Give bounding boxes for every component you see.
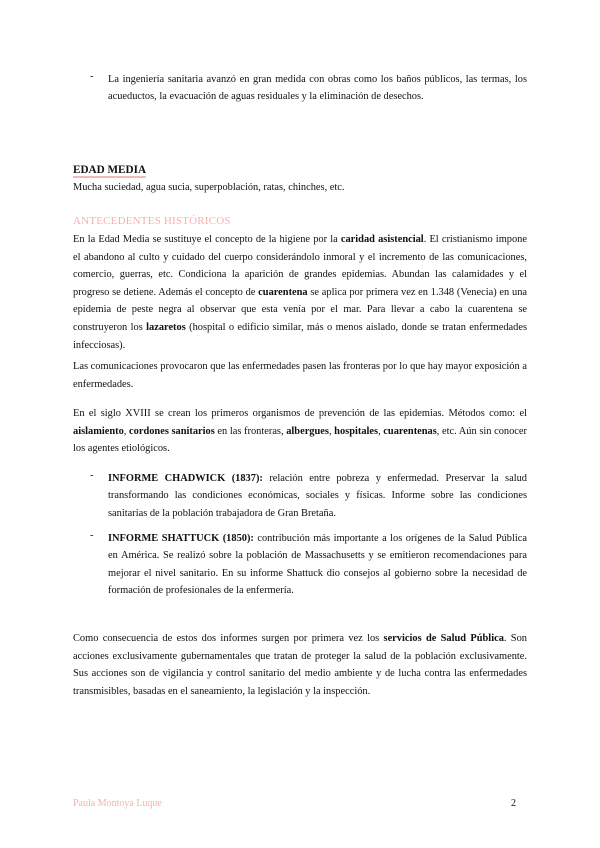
bold-term: albergues [286,425,329,437]
page-number: 2 [511,798,516,809]
text-run: Como consecuencia de estos dos informes surgen por primera vez los [73,633,384,644]
bold-term: cuarentena [258,286,308,298]
paragraph-comunicaciones: Las comunicaciones provocaron que las enfermedades pasen las fronteras por lo que hay mayor exposición a enfermedades. [73,361,527,390]
bullet-item-sanitary-engineering [90,71,527,106]
bold-term: caridad asistencial [340,234,424,245]
bullet-dash: - [90,470,94,481]
bold-term: servicios de Salud Pública [383,633,504,644]
section-subtitle: Mucha suciedad, agua sucia, superpoblación, ratas, chinches, etc. [73,182,345,193]
bold-term: INFORME CHADWICK (1837): [108,473,263,484]
bullet-item-chadwick [90,470,527,522]
bullet-dash: - [90,71,94,82]
bullet-item-shattuck [90,530,527,600]
text-run: se aplica por primera vez en 1.348 (Venecia) en una epidemia de peste negra al observar que esta venía por el mar. Para llevar a cabo la cuarentena se construyeron los [73,286,527,333]
antecedentes-heading: ANTECEDENTES HISTÓRICOS [73,215,231,227]
text-run: En el siglo XVIII se crean los primeros organismos de prevención de las epidemias. Métodos como: el [73,408,527,419]
bullet-text [108,470,527,522]
text-run: , etc. Aún sin conocer los agentes etiológicos. [73,425,527,455]
text-run: . El cristianismo impone el abandono al culto y cuidado del cuerpo considerándolo inmoral y el incremento de las comunicaciones, comercio, guerras, etc. Condiciona la aparición de grandes epidemias. Abundan las calamidades y el progreso se detiene. Además el concepto de [73,234,527,298]
bold-term: cordones sanitarios [129,425,215,437]
text-run: . Son acciones exclusivamente gubernamentales que tratan de proteger la salud de la población exclusivamente. Sus acciones son de vigilancia y control sanitario del medio ambiente y de lucha contra las enfermedades transmisibles, basadas en el saneamiento, la legislación y la inspección. [73,633,527,697]
bold-term: aislamiento [73,425,124,437]
bold-term: INFORME SHATTUCK (1850): [108,533,254,544]
text-run: en las fronteras, [214,425,287,437]
paragraph-salud-publica [73,630,527,700]
text-run: , [123,425,130,437]
paragraph-siglo-xviii [73,405,527,458]
text-run: (hospital o edificio similar, más o menos aislado, donde se tratan enfermedades infecciosas). [73,321,527,351]
text-run: relación entre pobreza y enfermedad. Preservar la salud transformando las condiciones económicas, sociales y físicas. Informe sobre las condiciones sanitarias de la población trabajadora de Gran Bretaña. [108,473,527,519]
text-run: En la Edad Media se sustituye el concepto de la higiene por la [73,234,341,245]
bold-term: hospitales [334,425,379,437]
text-run: contribución más importante a los orígenes de la Salud Pública en América. Se realizó sobre la población de Massachusetts y se emitieron recomendaciones para mejorar el nivel sanitario. En su informe Shattuck dio consejos al gobierno sobre la necesidad de formación de profesionales de la enfermería. [108,533,528,597]
section-heading: EDAD MEDIA [73,164,147,176]
footer-author: Paula Montoya Luque [73,798,162,809]
bold-term: lazaretos [146,321,186,333]
bullet-text [108,530,527,600]
bullet-text: La ingeniería sanitaria avanzó en gran medida con obras como los baños públicos, las termas, los acueductos, la evacuación de aguas residuales y la eliminación de desechos. [108,74,527,103]
text-run: , [328,425,335,437]
bold-term: cuarentenas [383,425,437,437]
text-run: , [378,425,384,437]
bullet-dash: - [90,530,94,541]
paragraph-edad-media [73,231,527,354]
